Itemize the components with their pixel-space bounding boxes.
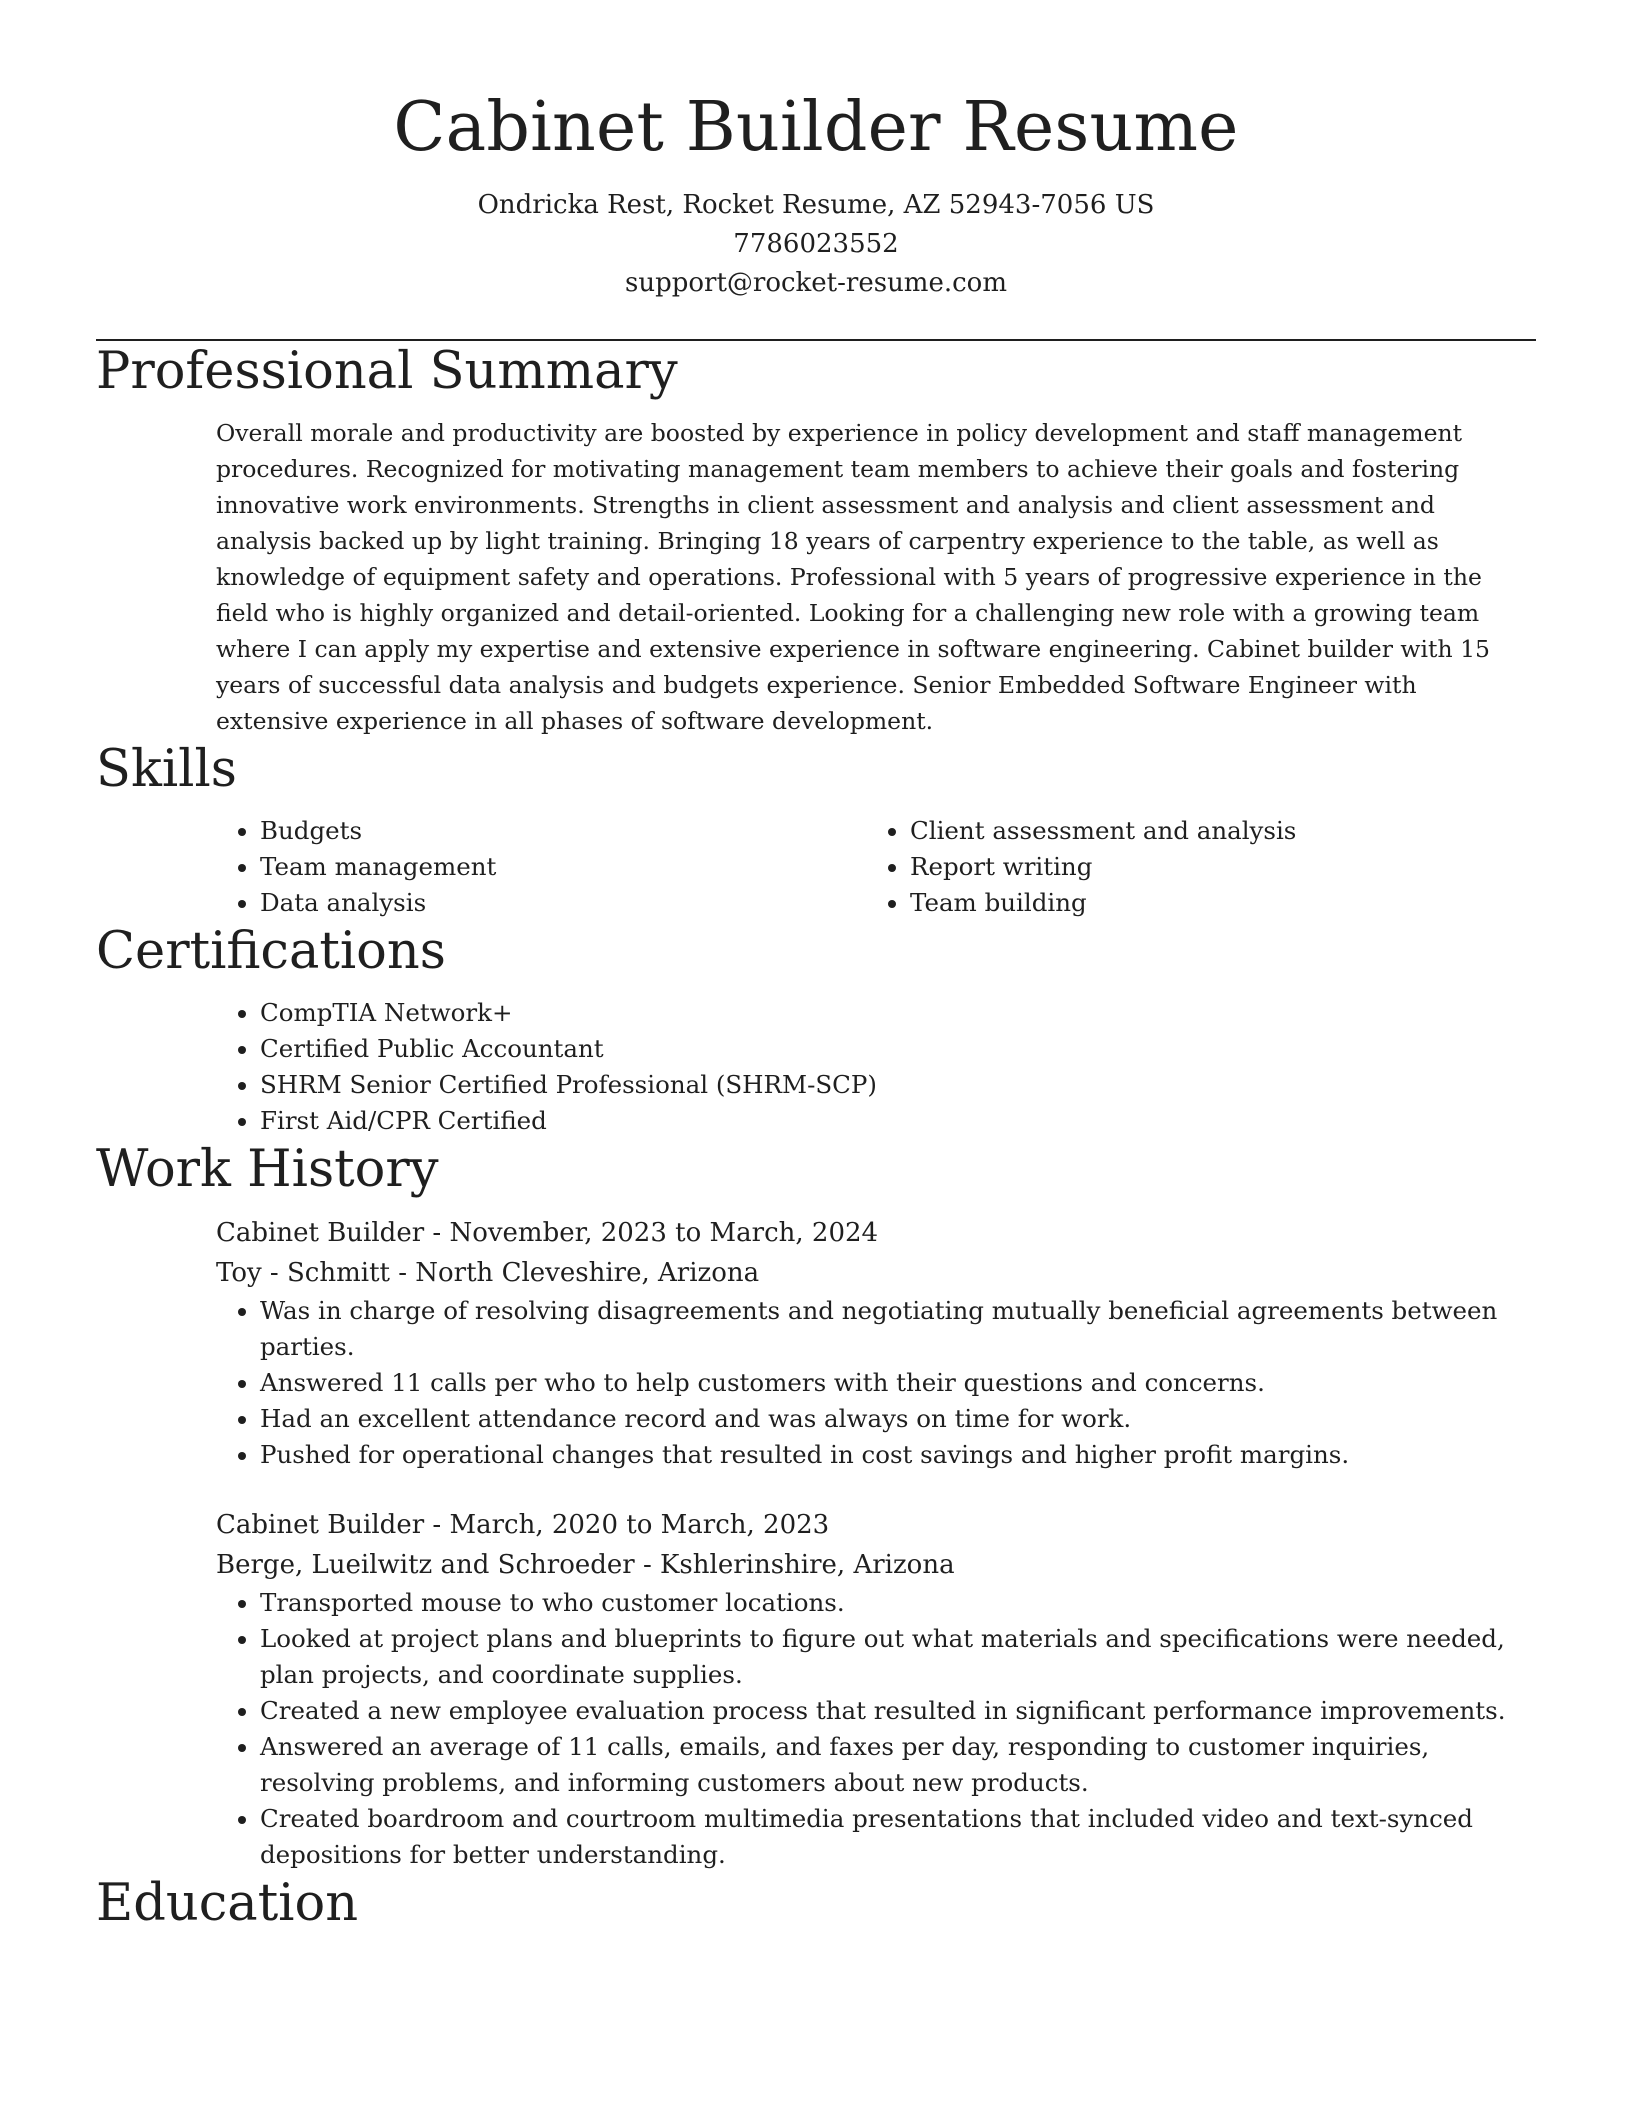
- contact-block: [96, 186, 1536, 303]
- job-duty-item: • Was in charge of resolving disagreements and negotiating mutually beneficial agreements between parties.: [260, 1293, 1536, 1365]
- summary-heading: Professional Summary: [96, 342, 678, 401]
- skill-item: • Budgets: [260, 813, 866, 849]
- certifications-heading: Certifications: [96, 922, 446, 981]
- contact-phone: 7786023552: [733, 229, 899, 259]
- work-history-heading: Work History: [96, 1140, 439, 1199]
- skills-column-left: [216, 813, 866, 921]
- job-company-line: Toy - Schmitt - North Cleveshire, Arizona: [216, 1258, 760, 1288]
- job-duty-item: • Answered an average of 11 calls, emails, and faxes per day, responding to customer inquiries, resolving problems, and informing customers about new products.: [260, 1729, 1536, 1801]
- skill-item: • Data analysis: [260, 885, 866, 921]
- certification-item: • First Aid/CPR Certified: [260, 1103, 1536, 1139]
- job-duty-item: • Pushed for operational changes that resulted in cost savings and higher profit margins.: [260, 1437, 1536, 1473]
- certification-item: • SHRM Senior Certified Professional (SHRM-SCP): [260, 1067, 1536, 1103]
- contact-email: support@rocket-resume.com: [624, 268, 1007, 298]
- job-duties: [216, 1293, 1536, 1473]
- certification-item: • Certified Public Accountant: [260, 1031, 1536, 1067]
- job-duty-item: • Created boardroom and courtroom multimedia presentations that included video and text-synced depositions for better understanding.: [260, 1801, 1536, 1873]
- skill-item: • Team management: [260, 849, 866, 885]
- education-heading: Education: [96, 1874, 359, 1933]
- job-title-line: Cabinet Builder - March, 2020 to March, 2023: [216, 1510, 830, 1540]
- job-duty-item: • Transported mouse to who customer locations.: [260, 1585, 1536, 1621]
- skill-item: • Client assessment and analysis: [910, 813, 1516, 849]
- skills-heading: Skills: [96, 740, 237, 799]
- skills-list: [216, 813, 1536, 921]
- job-duty-item: • Had an excellent attendance record and was always on time for work.: [260, 1401, 1536, 1437]
- skill-item: • Report writing: [910, 849, 1516, 885]
- skills-column-right: [866, 813, 1516, 921]
- contact-address: Ondricka Rest, Rocket Resume, AZ 52943-7056 US: [477, 190, 1155, 220]
- certifications-list: [216, 995, 1536, 1139]
- job-duties: [216, 1585, 1536, 1873]
- resume-page: [96, 0, 1536, 1935]
- resume-title: Cabinet Builder Resume: [393, 88, 1239, 167]
- job-duty-item: • Looked at project plans and blueprints to figure out what materials and specifications were needed, plan projects, and coordinate supplies.: [260, 1621, 1536, 1693]
- certification-item: • CompTIA Network+: [260, 995, 1536, 1031]
- summary-text: Overall morale and productivity are boosted by experience in policy development and staff management procedures. Recognized for motivating management team members to achieve their goals and fostering innovative work environments. Strengths in client assessment and analysis and client assessment and analysis backed up by light training. Bringing 18 years of carpentry experience to the table, as well as knowledge of equipment safety and operations. Professional with 5 years of progressive experience in the field who is highly organized and detail-oriented. Looking for a challenging new role with a growing team where I can apply my expertise and extensive experience in software engineering. Cabinet builder with 15 years of successful data analysis and budgets experience. Senior Embedded Software Engineer with extensive experience in all phases of software development.: [216, 419, 1490, 735]
- resume-header: [96, 0, 1536, 303]
- job-title-line: Cabinet Builder - November, 2023 to March, 2024: [216, 1218, 879, 1248]
- skill-item: • Team building: [910, 885, 1516, 921]
- job-duty-item: • Answered 11 calls per who to help customers with their questions and concerns.: [260, 1365, 1536, 1401]
- job-company-line: Berge, Lueilwitz and Schroeder - Kshlerinshire, Arizona: [216, 1550, 955, 1580]
- job-duty-item: • Created a new employee evaluation process that resulted in significant performance improvements.: [260, 1693, 1536, 1729]
- job-entry: [216, 1213, 1536, 1473]
- job-entry: [216, 1505, 1536, 1873]
